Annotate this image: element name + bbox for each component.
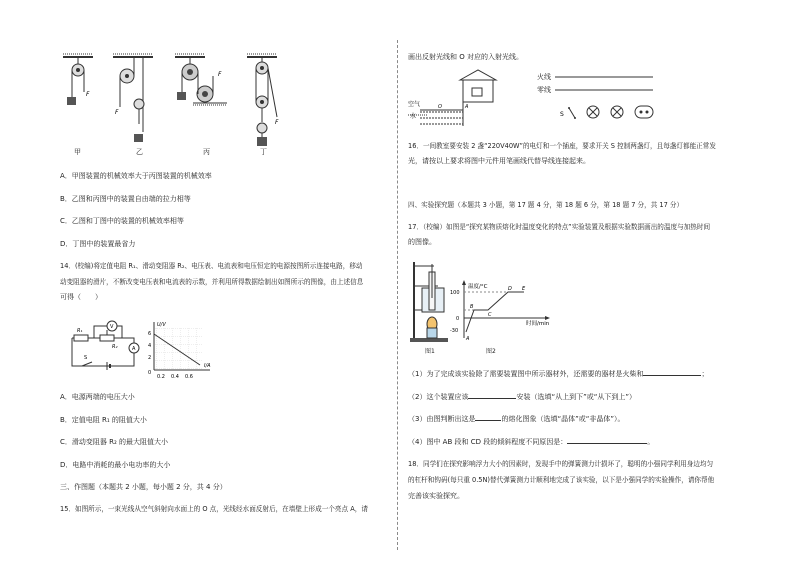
graph17-point-d: D: [508, 286, 512, 292]
fig16-live-label: 火线: [537, 73, 551, 81]
q16-text-line2: 光，请按以上要求将图中元件用笔画线代替导线连接起来。: [408, 157, 590, 165]
q13-option-d: D．丁图中的装置最省力: [60, 240, 136, 248]
graph17-point-c: C: [488, 312, 492, 318]
q17-sub2-text-a: （2）这个装置应该: [408, 393, 469, 401]
q17-sub3-text-b: 的熔化图象（选填“晶体”或“非晶体”）。: [501, 415, 625, 423]
pulley-label-ding: 丁: [260, 148, 267, 156]
q17-sub3-text-a: （3）由图判断出这是: [408, 415, 476, 423]
ui-graph: [140, 320, 220, 382]
q14-option-b: B．定值电阻 R₁ 的阻值大小: [60, 416, 147, 424]
graph17-ytick-minus30: -30: [450, 328, 459, 334]
q14-option-a: A．电源两端的电压大小: [60, 393, 135, 401]
fig16-neutral-label: 零线: [537, 86, 551, 94]
graph-ytick-6: 6: [148, 331, 152, 337]
graph-ytick-4: 4: [148, 343, 152, 349]
temperature-graph: [448, 280, 558, 348]
circuit-diagram: [62, 318, 142, 373]
circuit-label-a: A: [132, 346, 136, 352]
graph17-point-b: B: [470, 304, 474, 310]
graph-xtick-0.4: 0.4: [171, 374, 179, 380]
section-4-heading: 四、实验探究题（本题共 3 小题，第 17 题 4 分，第 18 题 6 分，第 18 题 7 分，共 17 分）: [408, 201, 684, 209]
q13-option-a: A．甲图装置的机械效率大于丙图装置的机械效率: [60, 172, 212, 180]
fig15-point-a: A: [465, 104, 469, 110]
q17-sub3-blank[interactable]: [475, 420, 501, 421]
q17-text-line1: 17．（校编）如图是“探究某物质熔化时温度变化的特点”实验装置及根据实验数据画出的温度与加热时间: [408, 223, 711, 231]
q14-text-line1: 14．(校编)将定值电阻 R₁、滑动变阻器 R₂、电压表、电流表和电压恒定的电源按图所示连接电路，移动: [60, 262, 363, 270]
force-label-1: F: [86, 91, 90, 98]
q17-sub4-text: （4）图中 AB 段和 CD 段的倾斜程度不同原因是：: [408, 438, 568, 446]
q14-option-c: C．滑动变阻器 R₂ 的最大阻值大小: [60, 438, 169, 446]
reflection-figure: [408, 68, 518, 130]
graph17-ytick-0: 0: [456, 316, 460, 322]
q15-text-line1: 15．如图所示，一束光线从空气斜射向水面上的 O 点，光线经水面反射后，在墙壁上形成一个亮点 A，请: [60, 505, 368, 513]
melting-apparatus: [408, 258, 453, 353]
q15-text-line2: 画出反射光线和 O 对应的入射光线。: [408, 53, 523, 61]
circuit-label-r2: R₂: [112, 344, 118, 350]
page-divider: [397, 40, 398, 550]
circuit-label-r1: R₁: [77, 328, 83, 334]
fig15-air-label: 空气: [408, 101, 421, 108]
fig15-point-o: O: [438, 104, 442, 110]
pulley-figure: [55, 52, 305, 157]
q17-sub4-blank[interactable]: [567, 443, 647, 444]
pulley-label-yi: 乙: [136, 148, 143, 156]
graph-xtick-0.2: 0.2: [157, 374, 165, 380]
graph17-ytick-100: 100: [450, 290, 460, 296]
q17-sub2-text-b: 安装（选填“从上到下”或“从下到上”）: [516, 393, 636, 401]
q18-text-line1: 18．同学们在探究影响浮力大小的因素时，发现手中的弹簧测力计损坏了，聪明的小强同学利用身边均匀: [408, 460, 714, 468]
graph17-xlabel: 时间/min: [526, 321, 550, 327]
pulley-bing: [175, 54, 227, 105]
force-label-4: F: [275, 119, 279, 126]
graph17-point-a: A: [466, 336, 470, 342]
force-label-3: F: [218, 71, 222, 78]
q17-sub1-blank[interactable]: [643, 375, 701, 376]
fig17-label-1: 图1: [425, 348, 435, 355]
graph17-point-e: E: [522, 286, 526, 292]
graph-ylabel: U/V: [157, 322, 166, 328]
q14-text-line2: 动变阻器的滑片，不断改变电压表和电流表的示数，并利用所得数据绘制出如图所示的图像，由上述信息: [60, 278, 364, 286]
q17-sub2: [408, 393, 636, 402]
graph-xlabel: I/A: [204, 363, 211, 369]
wiring-figure: [555, 70, 685, 130]
graph-ytick-0: 0: [148, 370, 152, 376]
circuit-label-v: V: [110, 324, 114, 330]
q14-text-line3: 可得（ ）: [60, 293, 102, 301]
graph17-ylabel: 温度/°C: [468, 284, 488, 290]
q13-option-b: B．乙图和丙图中的装置自由端的拉力相等: [60, 195, 191, 203]
fig16-switch-label: S: [560, 111, 564, 118]
pulley-label-bing: 丙: [203, 148, 210, 156]
q17-text-line2: 的图像。: [408, 238, 436, 246]
graph-xtick-0.6: 0.6: [185, 374, 193, 380]
q17-sub1-text: （1）为了完成该实验除了需要装置图中所示器材外，还需要的器材是火柴和: [408, 370, 644, 378]
force-label-2: F: [115, 109, 119, 116]
pulley-label-jia: 甲: [74, 148, 81, 156]
q17-sub4: （4）图中 AB 段和 CD 段的倾斜程度不同原因是： 。: [408, 438, 655, 446]
circuit-label-s: S: [84, 355, 88, 361]
q17-sub1: （1）为了完成该实验除了需要装置图中所示器材外，还需要的器材是火柴和 ；: [408, 370, 709, 378]
pulley-yi: [113, 54, 153, 142]
section-3-heading: 三、作图题（本题共 2 小题，每小题 2 分，共 4 分）: [60, 483, 227, 491]
q17-sub2-blank[interactable]: [468, 398, 516, 399]
fig15-water-label: 水: [410, 113, 417, 120]
fig17-label-2: 图2: [486, 348, 496, 355]
q14-option-d: D．电路中消耗的最小电功率的大小: [60, 461, 171, 469]
q13-option-c: C．乙图和丁图中的装置的机械效率相等: [60, 217, 184, 225]
q18-text-line3: 完善该实验探究。: [408, 492, 464, 500]
q18-text-line2: 的杠杆和钩码(每只重 0.5N)替代弹簧测力计顺利地完成了该实验，以下是小强同学的实验操作，请你帮他: [408, 476, 715, 484]
pulley-ding: [247, 54, 277, 146]
q16-text-line1: 16．一间教室要安装 2 盏“220V40W”的电灯和一个插座，要求开关 S 控制两盏灯，且每盏灯都能正常发: [408, 142, 716, 150]
q17-sub3: [408, 415, 624, 424]
graph-ytick-2: 2: [148, 355, 152, 361]
